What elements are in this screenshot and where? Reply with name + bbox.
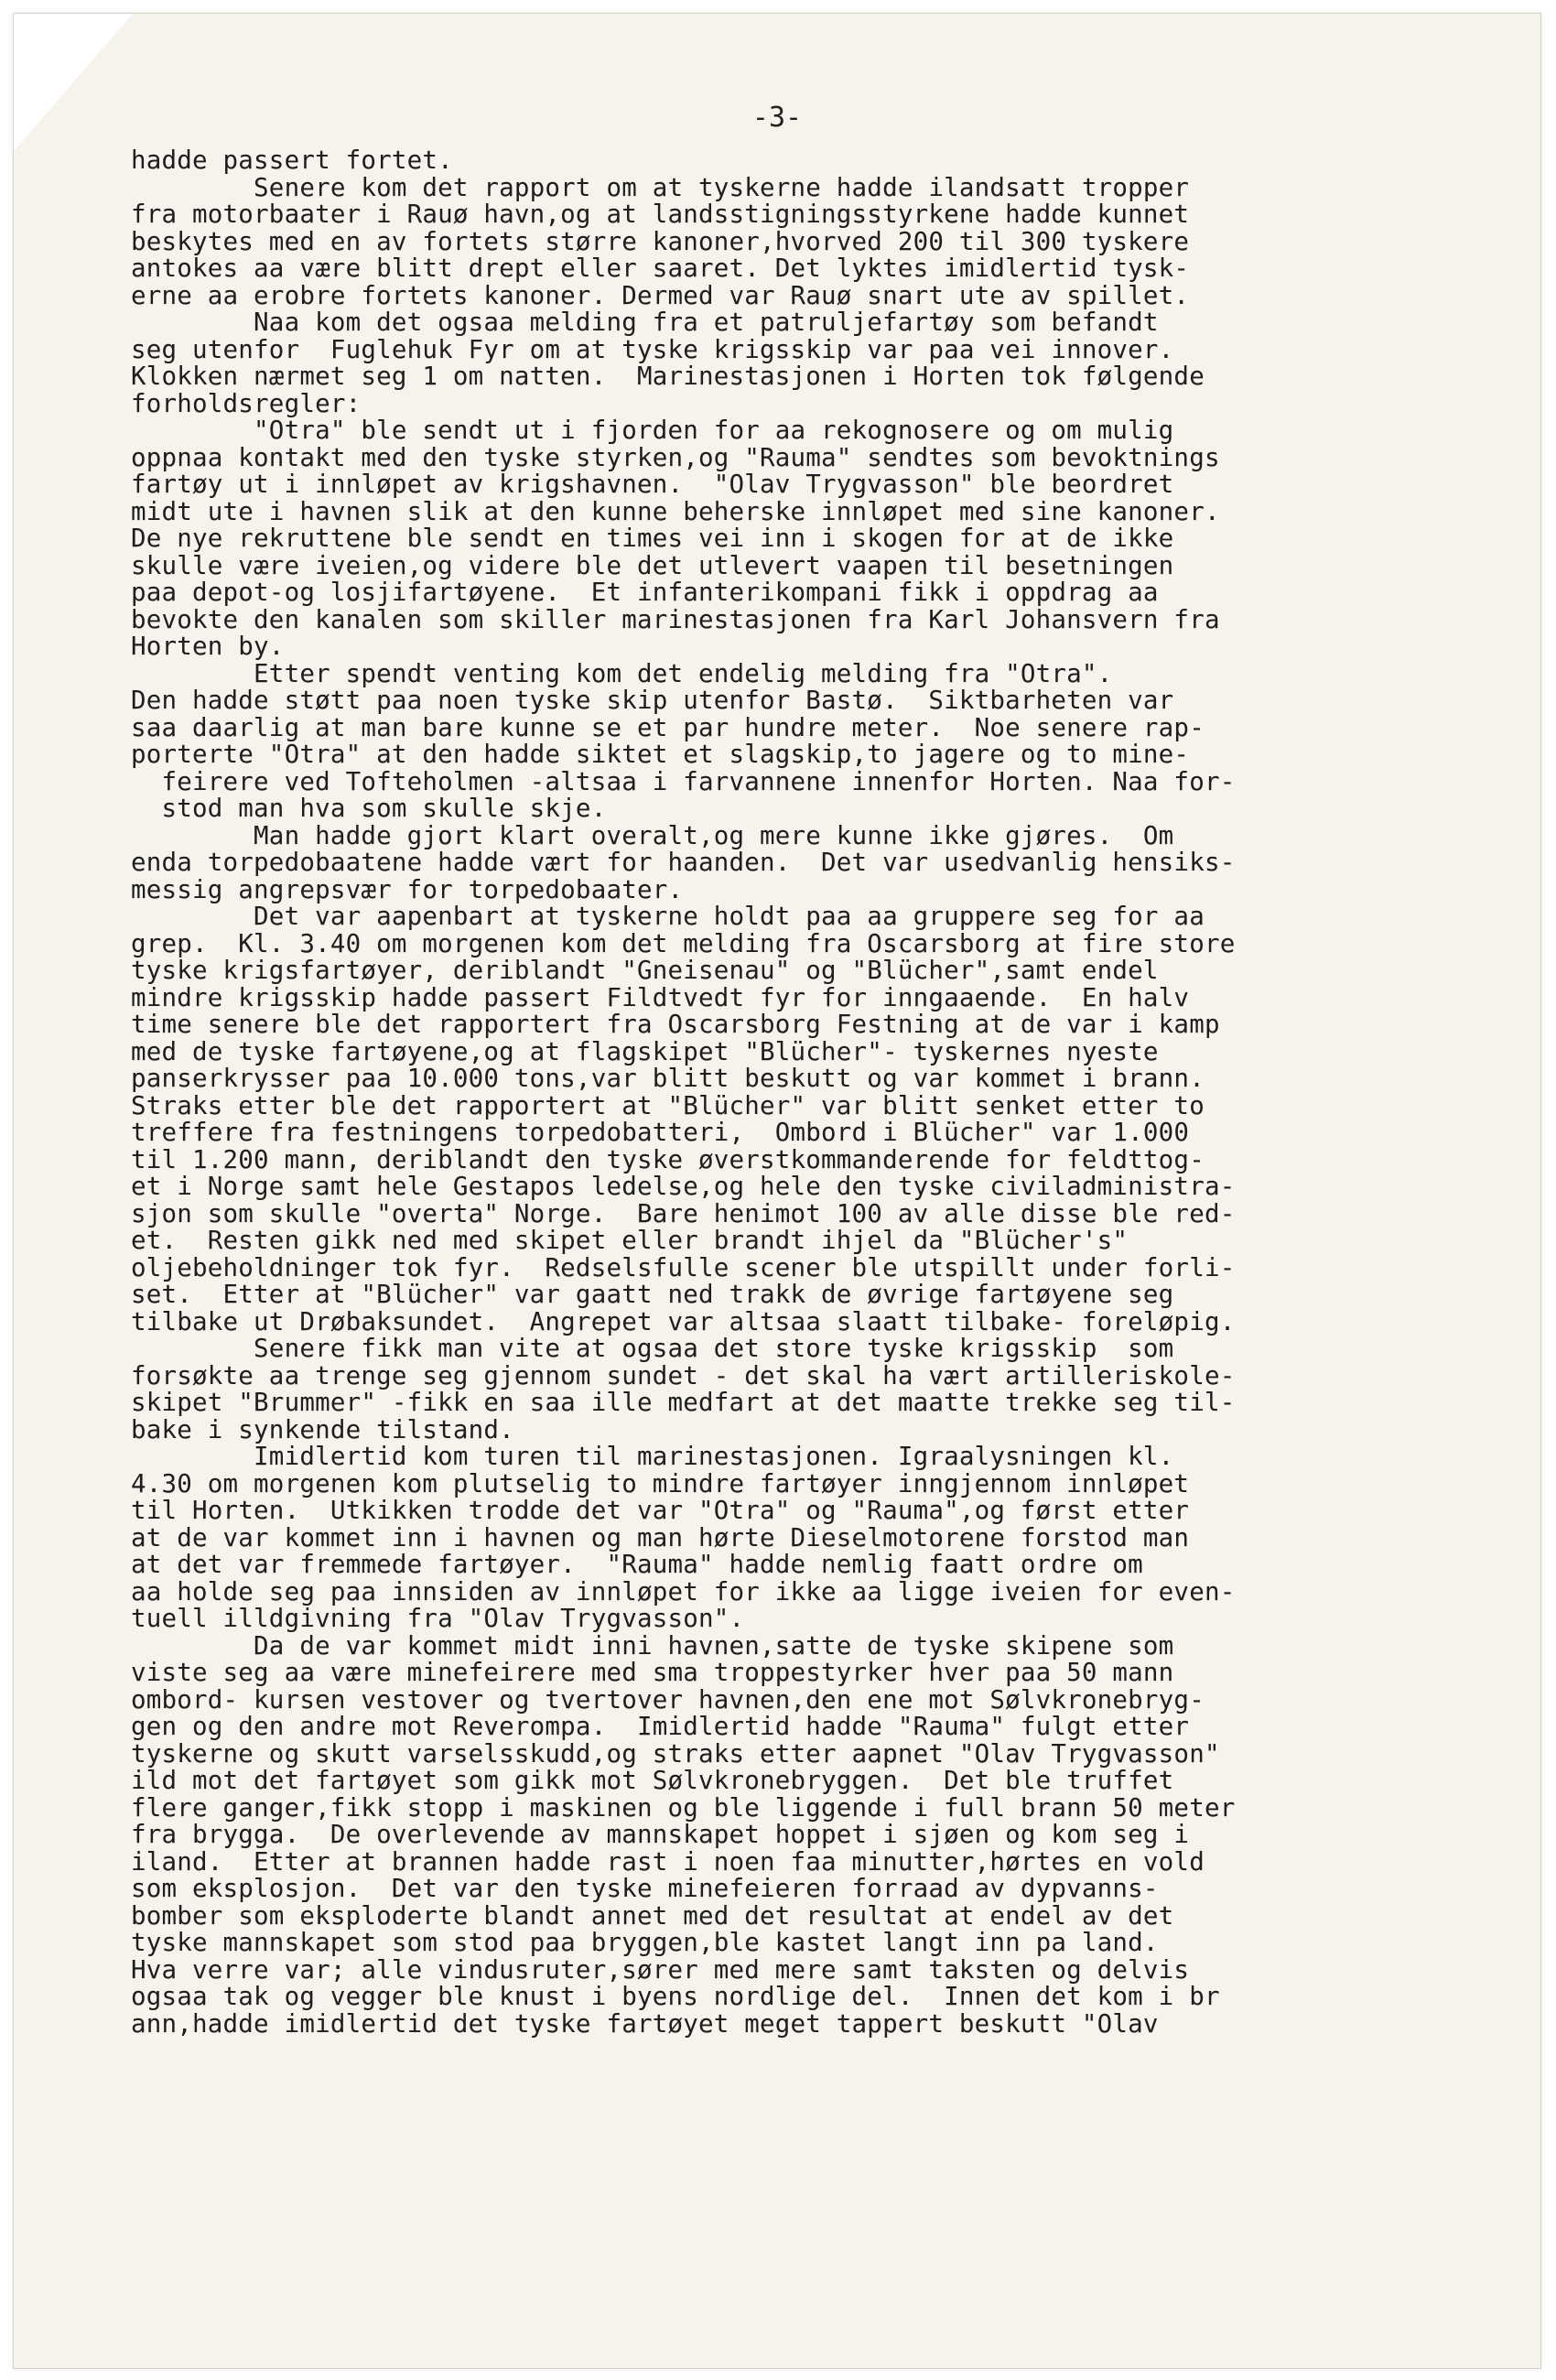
text-line: aa holde seg paa innsiden av innløpet for ikke aa ligge iveien for even- <box>131 1576 1236 1606</box>
text-line: set. Etter at "Blücher" var gaatt ned trakk de øvrige fartøyene seg <box>131 1280 1174 1309</box>
text-line: som eksplosjon. Det var den tyske minefeieren forraad av dypvanns- <box>131 1874 1159 1903</box>
text-line: tilbake ut Drøbaksundet. Angrepet var altsaa slaatt tilbake- foreløpig. <box>131 1306 1236 1336</box>
text-line: De nye rekruttene ble sendt en times vei inn i skogen for at de ikke <box>131 524 1174 553</box>
text-line: Hva verre var; alle vindusruter,sører med mere samt taksten og delvis <box>131 1954 1190 1985</box>
text-line: at de var kommet inn i havnen og man hørte Dieselmotorene forstod man <box>131 1522 1190 1552</box>
text-line: viste seg aa være minefeirere med sma troppestyrker hver paa 50 mann <box>131 1658 1174 1687</box>
text-line: ann,hadde imidlertid det tyske fartøyet meget tappert beskutt "Olav <box>131 2008 1159 2039</box>
text-line: med de tyske fartøyene,og at flagskipet "Blücher"- tyskernes nyeste <box>131 1036 1159 1066</box>
text-line: Klokken nærmet seg 1 om natten. Marinestasjonen i Horten tok følgende <box>131 362 1205 391</box>
text-line: Horten by. <box>131 632 285 661</box>
text-line: saa daarlig at man bare kunne se et par hundre meter. Noe senere rap- <box>131 712 1205 742</box>
text-line: paa depot-og losjifartøyene. Et infanterikompani fikk i oppdrag aa <box>131 578 1159 607</box>
text-line: erne aa erobre fortets kanoner. Dermed var Rauø snart ute av spillet. <box>131 280 1190 310</box>
text-line: beskytes med en av fortets større kanoner,hvorved 200 til 300 tyskere <box>131 226 1190 256</box>
text-line: oppnaa kontakt med den tyske styrken,og "Rauma" sendtes som bevoktnings <box>131 442 1220 472</box>
text-line: fartøy ut i innløpet av krigshavnen. "Olav Trygvasson" ble beordret <box>131 470 1174 499</box>
text-line: et i Norge samt hele Gestapos ledelse,og hele den tyske civiladministra- <box>131 1172 1236 1201</box>
text-line: mindre krigsskip hadde passert Fildtvedt fyr for inngaaende. En halv <box>131 982 1190 1012</box>
text-line: et. Resten gikk ned med skipet eller brandt ihjel da "Blücher's" <box>131 1226 1129 1255</box>
text-line: forholdsregler: <box>131 388 362 418</box>
text-line: Den hadde støtt paa noen tyske skip utenfor Bastø. Siktbarheten var <box>131 686 1174 715</box>
text-line: Man hadde gjort klart overalt,og mere kunne ikke gjøres. Om <box>131 820 1174 850</box>
text-line: ogsaa tak og vegger ble knust i byens nordlige del. Innen det kom i br <box>131 1982 1220 2011</box>
text-line: porterte "Otra" at den hadde siktet et slagskip,to jagere og to mine- <box>131 740 1190 769</box>
text-line: fra brygga. De overlevende av mannskapet hoppet i sjøen og kom seg i <box>131 1820 1190 1849</box>
text-line: fra motorbaater i Rauø havn,og at landsstigningsstyrkene hadde kunnet <box>131 200 1190 229</box>
text-line: panserkrysser paa 10.000 tons,var blitt beskutt og var kommet i brann. <box>131 1064 1205 1093</box>
text-line: oljebeholdninger tok fyr. Redselsfulle scener ble utspillt under forli- <box>131 1252 1236 1282</box>
text-line: til 1.200 mann, deriblandt den tyske øverstkommanderende for feldttog- <box>131 1144 1205 1174</box>
text-line: bake i synkende tilstand. <box>131 1414 514 1444</box>
text-line: "Otra" ble sendt ut i fjorden for aa rekognosere og om mulig <box>131 416 1174 445</box>
text-line: Senere fikk man vite at ogsaa det store tyske krigsskip som <box>131 1334 1174 1363</box>
text-line: tyske mannskapet som stod paa bryggen,ble kastet langt inn pa land. <box>131 1928 1159 1957</box>
document-page <box>13 13 1541 2369</box>
page-number: -3- <box>751 102 803 134</box>
text-line: tyskerne og skutt varselsskudd,og straks etter aapnet "Olav Trygvasson" <box>131 1738 1220 1769</box>
text-line: seg utenfor Fuglehuk Fyr om at tyske krigsskip var paa vei innover. <box>131 334 1174 364</box>
text-line: til Horten. Utkikken trodde det var "Otra" og "Rauma",og først etter <box>131 1496 1190 1525</box>
typewritten-body <box>131 147 1467 2038</box>
text-line: ombord- kursen vestover og tvertover havnen,den ene mot Sølvkronebryg- <box>131 1684 1205 1715</box>
text-line: feirere ved Tofteholmen -altsaa i farvannene innenfor Horten. Naa for- <box>131 766 1236 796</box>
text-line: Etter spendt venting kom det endelig melding fra "Otra". <box>131 658 1113 688</box>
text-line: Straks etter ble det rapportert at "Blücher" var blitt senket etter to <box>131 1090 1205 1120</box>
text-line: messig angrepsvær for torpedobaater. <box>131 874 684 904</box>
text-line: stod man hva som skulle skje. <box>131 794 607 823</box>
text-line: midt ute i havnen slik at den kunne beherske innløpet med sine kanoner. <box>131 496 1220 526</box>
text-line: bevokte den kanalen som skiller marinestasjonen fra Karl Johansvern fra <box>131 604 1220 634</box>
text-line: bomber som eksploderte blandt annet med det resultat at endel av det <box>131 1900 1174 1931</box>
text-line: antokes aa være blitt drept eller saaret. Det lyktes imidlertid tysk- <box>131 254 1190 283</box>
text-line: at det var fremmede fartøyer. "Rauma" hadde nemlig faatt ordre om <box>131 1550 1143 1579</box>
text-line: flere ganger,fikk stopp i maskinen og ble liggende i full brann 50 meter <box>131 1792 1236 1823</box>
text-line: Naa kom det ogsaa melding fra et patruljefartøy som befandt <box>131 308 1159 337</box>
text-line: skulle være iveien,og videre ble det utlevert vaapen til besetningen <box>131 550 1174 580</box>
text-line: Det var aapenbart at tyskerne holdt paa aa gruppere seg for aa <box>131 902 1205 931</box>
text-line: hadde passert fortet. <box>131 146 453 175</box>
text-line: iland. Etter at brannen hadde rast i noen faa minutter,hørtes en vold <box>131 1846 1205 1877</box>
text-line: enda torpedobaatene hadde vært for haanden. Det var usedvanlig hensiks- <box>131 848 1236 877</box>
text-line: sjon som skulle "overta" Norge. Bare henimot 100 av alle disse ble red- <box>131 1198 1236 1228</box>
text-line: grep. Kl. 3.40 om morgenen kom det melding fra Oscarsborg at fire store <box>131 928 1236 958</box>
text-line: 4.30 om morgenen kom plutselig to mindre fartøyer inngjennom innløpet <box>131 1468 1190 1498</box>
text-line: ild mot det fartøyet som gikk mot Sølvkronebryggen. Det ble truffet <box>131 1766 1174 1795</box>
text-line: Imidlertid kom turen til marinestasjonen. Igraalysningen kl. <box>131 1442 1174 1471</box>
text-line: Da de var kommet midt inni havnen,satte de tyske skipene som <box>131 1630 1174 1661</box>
text-line: time senere ble det rapportert fra Oscarsborg Festning at de var i kamp <box>131 1010 1220 1039</box>
text-line: gen og den andre mot Reverompa. Imidlertid hadde "Rauma" fulgt etter <box>131 1712 1190 1741</box>
text-line: Senere kom det rapport om at tyskerne hadde ilandsatt tropper <box>131 172 1190 202</box>
text-line: treffere fra festningens torpedobatteri, Ombord i Blücher" var 1.000 <box>131 1118 1190 1147</box>
text-line: forsøkte aa trenge seg gjennom sundet - det skal ha vært artilleriskole- <box>131 1360 1236 1390</box>
text-line: tuell illdgivning fra "Olav Trygvasson". <box>131 1604 745 1633</box>
text-line: skipet "Brummer" -fikk en saa ille medfart at det maatte trekke seg til- <box>131 1388 1236 1417</box>
text-line: tyske krigsfartøyer, deriblandt "Gneisenau" og "Blücher",samt endel <box>131 956 1159 985</box>
